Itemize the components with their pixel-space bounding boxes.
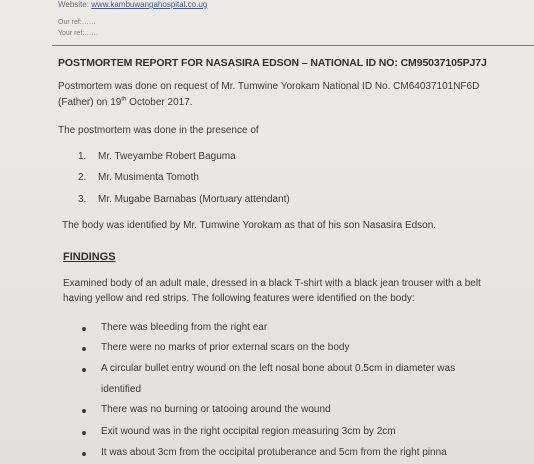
website-label: Website: xyxy=(58,0,89,9)
bullet-icon xyxy=(82,327,86,331)
finding-text: There was no burning or tatooing around the wound xyxy=(101,404,331,415)
website-link[interactable]: www.kambuwangahospital.co.ug xyxy=(91,0,208,9)
finding-item xyxy=(101,447,447,458)
finding-item-continuation xyxy=(101,384,141,395)
witness-item xyxy=(78,194,290,205)
finding-text: A circular bullet entry wound on the left nosal bone about 0.5cm in diameter was xyxy=(101,363,456,374)
witness-name: Mr. Tweyambe Robert Baguma xyxy=(98,151,236,162)
witness-item xyxy=(78,151,236,162)
letterhead-website xyxy=(58,0,207,9)
witness-item xyxy=(78,172,199,183)
witness-name: Mr. Musimenta Tomoth xyxy=(98,172,199,183)
request-date-prefix: (Father) on 19 xyxy=(58,97,122,108)
finding-item xyxy=(101,404,331,415)
findings-heading: FINDINGS xyxy=(63,251,116,263)
witness-number: 1. xyxy=(78,151,87,162)
request-line-1: Postmortem was done on request of Mr. Tumwine Yorokam National ID No. CM64037101NF6D xyxy=(58,81,480,92)
request-line-2 xyxy=(58,97,193,108)
finding-item xyxy=(101,426,396,437)
letterhead-divider xyxy=(52,45,534,46)
witness-number: 3. xyxy=(78,194,87,205)
bullet-icon xyxy=(82,452,86,456)
report-title: POSTMORTEM REPORT FOR NASASIRA EDSON – NATIONAL ID NO: CM95037105PJ7J xyxy=(58,57,487,69)
witness-number: 2. xyxy=(78,172,87,183)
finding-text: There were no marks of prior external scars on the body xyxy=(101,342,350,353)
findings-intro-line-1: Examined body of an adult male, dressed in a black T-shirt with a black jean trouser with a belt xyxy=(63,278,481,289)
finding-text: There was bleeding from the right ear xyxy=(101,322,268,333)
finding-item xyxy=(101,342,349,353)
finding-text: It was about 3cm from the occipital protuberance and 5cm from the right pinna xyxy=(101,447,447,458)
finding-text: Exit wound was in the right occipital region measuring 3cm by 2cm xyxy=(101,426,396,437)
identification-statement: The body was identified by Mr. Tumwine Yorokam as that of his son Nasasira Edson. xyxy=(62,220,437,231)
witness-name: Mr. Mugabe Barnabas (Mortuary attendant) xyxy=(98,194,290,205)
request-date-suffix: th xyxy=(121,96,127,103)
bullet-icon xyxy=(82,347,86,351)
finding-item xyxy=(101,363,455,374)
finding-text: identified xyxy=(101,384,142,395)
request-date-rest: October 2017. xyxy=(126,97,193,108)
bullet-icon xyxy=(82,431,86,435)
findings-intro-line-2: having yellow and red strips. The following features were identified on the body: xyxy=(63,293,415,304)
finding-item xyxy=(101,322,267,333)
bullet-icon xyxy=(82,409,86,413)
our-ref: Our ref:…… xyxy=(58,19,96,26)
bullet-icon xyxy=(82,368,86,372)
presence-intro: The postmortem was done in the presence of xyxy=(58,125,259,136)
your-ref: Your ref:…… xyxy=(58,30,99,37)
